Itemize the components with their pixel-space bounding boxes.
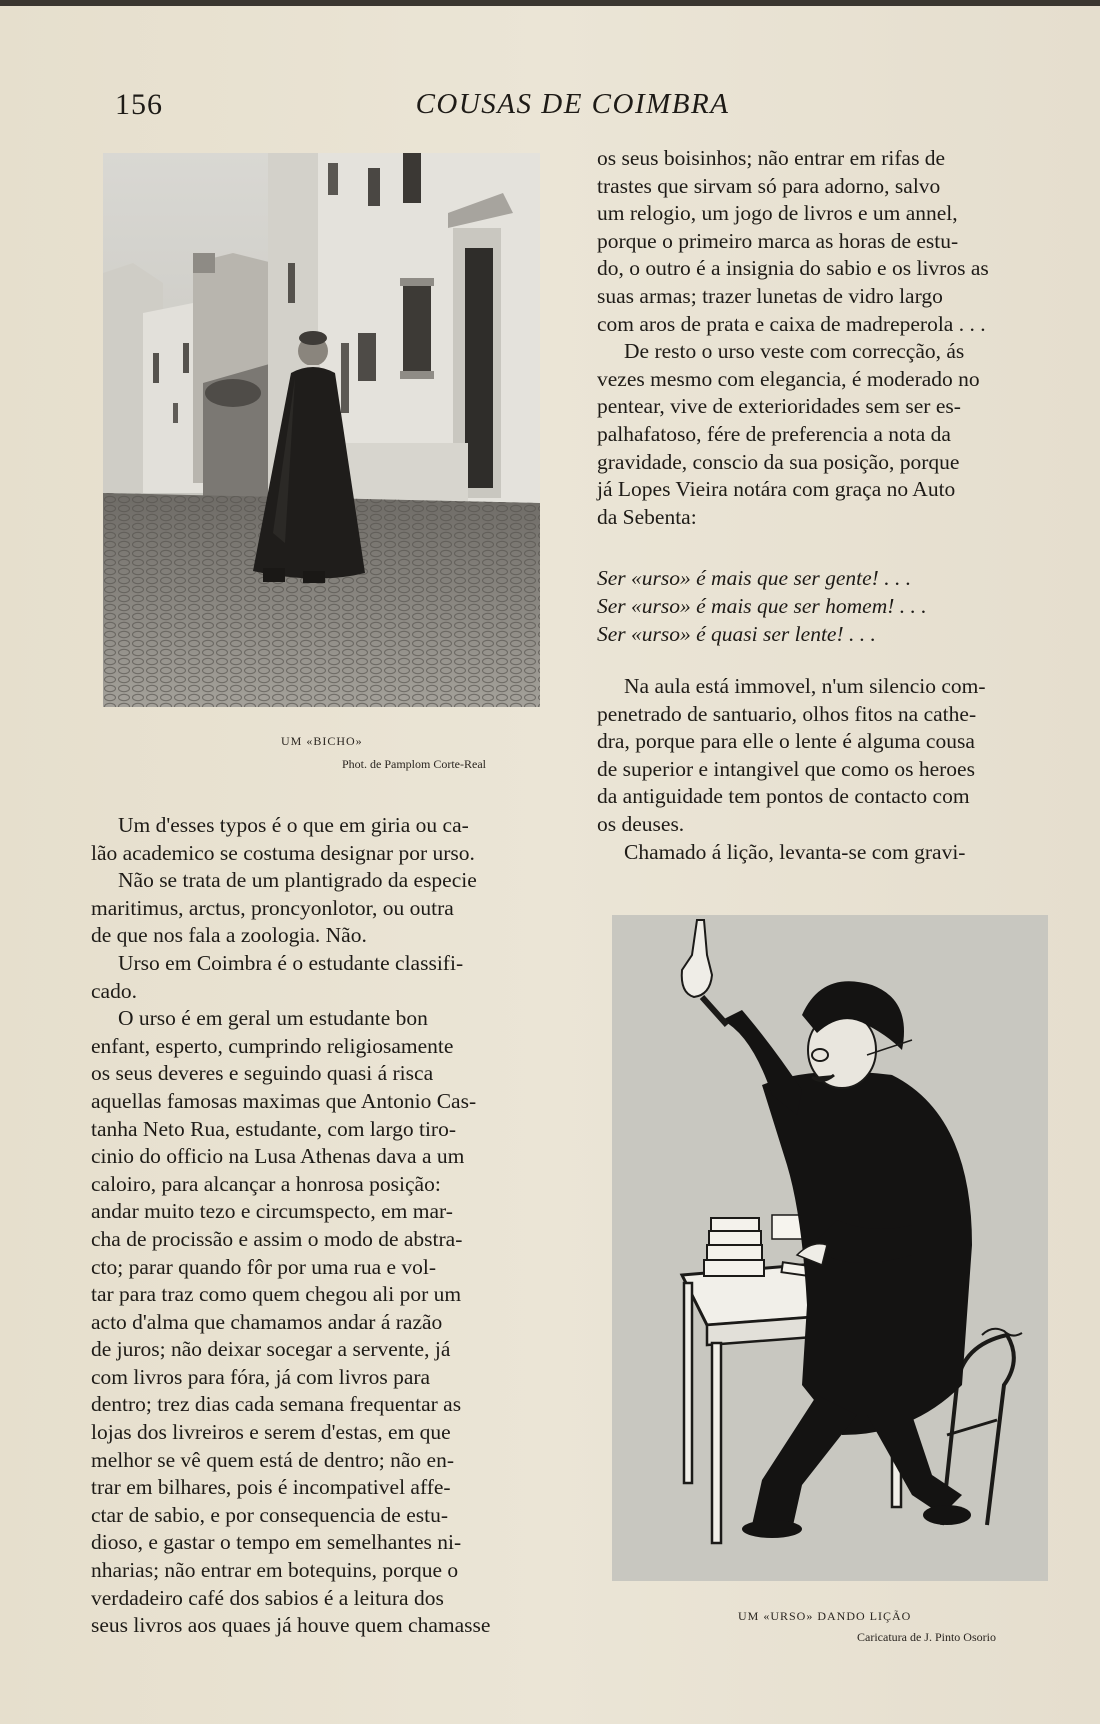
- text-line: da Sebenta:: [597, 504, 697, 529]
- text-line: lão academico se costuma designar por urso.: [91, 840, 475, 865]
- photo-credit: Phot. de Pamplom Corte-Real: [342, 757, 486, 771]
- text-line: Chamado á lição, levanta-se com gravi-: [624, 839, 966, 864]
- text-line: vezes mesmo com elegancia, é moderado no: [597, 366, 980, 391]
- text-line: cinio do officio na Lusa Athenas dava a um: [91, 1144, 465, 1169]
- caricature-caption: UM «URSO» DANDO LIÇÃO: [738, 1609, 912, 1623]
- caricature-lecturing-student: [612, 915, 1048, 1581]
- text-line: pentear, vive de exterioridades sem ser es-: [597, 394, 961, 419]
- text-line: tar para traz como quem chegou ali por um: [91, 1282, 462, 1307]
- verse-line: Ser «urso» é quasi ser lente! . . .: [597, 622, 876, 646]
- text-line: os deuses.: [597, 811, 685, 836]
- text-line: verdadeiro café dos sabios é a leitura dos: [91, 1585, 444, 1610]
- text-line: maritimus, arctus, proncyonlotor, ou outra: [91, 895, 454, 920]
- text-line: melhor se vê quem está de dentro; não en-: [91, 1447, 454, 1472]
- text-line: um relogio, um jogo de livros e um annel,: [597, 201, 958, 226]
- text-line: suas armas; trazer lunetas de vidro largo: [597, 283, 943, 308]
- text-line: dra, porque para elle o lente é alguma cousa: [597, 729, 975, 754]
- text-line: com aros de prata e caixa de madreperola . . .: [597, 311, 986, 336]
- text-line: caloiro, para alcançar a honrosa posição:: [91, 1171, 441, 1196]
- text-line: porque o primeiro marca as horas de estu-: [597, 228, 959, 253]
- caricature-image: [612, 915, 1048, 1581]
- running-title: COUSAS DE COIMBRA: [415, 88, 730, 120]
- right-column-text-bottom: [597, 673, 1059, 866]
- text-line: O urso é em geral um estudante bon: [118, 1006, 428, 1031]
- text-line: com livros para fóra, já com livros para: [91, 1364, 431, 1389]
- page-header: [0, 88, 1100, 128]
- text-line: ctar de sabio, e por consequencia de estu-: [91, 1502, 448, 1527]
- text-line: de que nos fala a zoologia. Não.: [91, 923, 367, 948]
- text-line: Na aula está immovel, n'um silencio com-: [624, 674, 986, 698]
- text-line: do, o outro é a insignia do sabio e os livros as: [597, 256, 989, 281]
- text-line: trar em bilhares, pois é incompativel affe-: [91, 1475, 451, 1500]
- text-line: cto; parar quando fôr por uma rua e vol-: [91, 1254, 437, 1279]
- text-line: trastes que sirvam só para adorno, salvo: [597, 173, 941, 198]
- text-line: os seus deveres e seguindo quasi á risca: [91, 1061, 434, 1086]
- text-line: cha de procissão e assim o modo de abstra-: [91, 1226, 463, 1251]
- caricature-credit: Caricatura de J. Pinto Osorio: [857, 1630, 996, 1644]
- text-line: tanha Neto Rua, estudante, com largo tiro-: [91, 1116, 456, 1141]
- text-line: os seus boisinhos; não entrar em rifas de: [597, 146, 946, 170]
- text-line: cado.: [91, 978, 137, 1003]
- verse-line: Ser «urso» é mais que ser homem! . . .: [597, 594, 927, 618]
- left-column-text: [91, 812, 554, 1640]
- text-line: palhafatoso, fére de preferencia a nota da: [597, 421, 951, 446]
- text-line: nharias; não entrar em botequins, porque o: [91, 1558, 459, 1583]
- text-line: da antiguidade tem pontos de contacto com: [597, 784, 970, 809]
- text-line: lojas dos livreiros e serem d'estas, em que: [91, 1420, 451, 1445]
- photo-image: [103, 153, 540, 707]
- text-line: de juros; não deixar socegar a servente, já: [91, 1337, 451, 1362]
- page-number: 156: [115, 88, 163, 121]
- right-column-text-top: [597, 145, 1059, 531]
- text-line: Urso em Coimbra é o estudante classifi-: [118, 950, 464, 975]
- text-line: penetrado de santuario, olhos fitos na cathe-: [597, 701, 977, 726]
- page-top-edge: [0, 0, 1100, 6]
- text-line: enfant, esperto, cumprindo religiosamente: [91, 1033, 454, 1058]
- text-line: aquellas famosas maximas que Antonio Cas-: [91, 1088, 477, 1113]
- text-line: acto d'alma que chamamos andar á razão: [91, 1309, 443, 1334]
- text-line: Não se trata de um plantigrado da especie: [118, 868, 477, 893]
- verse-quote: [597, 564, 927, 648]
- text-line: já Lopes Vieira notára com graça no Auto: [597, 477, 956, 502]
- verse-line: Ser «urso» é mais que ser gente! . . .: [597, 566, 912, 590]
- text-line: de superior e intangivel que como os heroes: [597, 756, 975, 781]
- text-line: Um d'esses typos é o que em giria ou ca-: [118, 813, 469, 837]
- text-line: dioso, e gastar o tempo em semelhantes ni-: [91, 1530, 462, 1555]
- text-line: dentro; trez dias cada semana frequentar as: [91, 1392, 462, 1417]
- text-line: gravidade, conscio da sua posição, porque: [597, 449, 960, 474]
- text-line: De resto o urso veste com correcção, ás: [624, 339, 965, 364]
- text-line: seus livros aos quaes já houve quem chamasse: [91, 1613, 491, 1638]
- photo-student-in-street: [103, 153, 540, 707]
- photo-caption: UM «BICHO»: [281, 734, 363, 748]
- text-line: andar muito tezo e circumspecto, em mar-: [91, 1199, 453, 1224]
